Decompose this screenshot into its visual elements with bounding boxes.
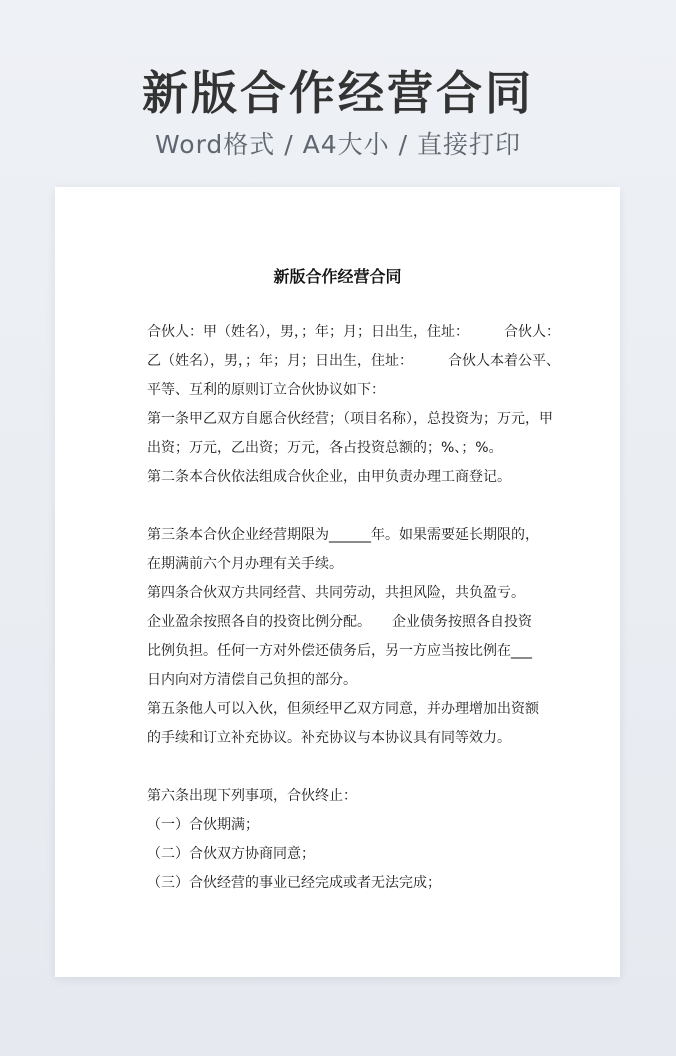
document-line: 平等、互利的原则订立合伙协议如下： <box>147 382 385 398</box>
document-line: 出资；万元，乙出资；万元，各占投资总额的；%、；%。 <box>147 440 503 456</box>
document-title: 新版合作经营合同 <box>273 267 402 286</box>
document-line: （二）合伙双方协商同意； <box>147 846 315 862</box>
document-line: 第五条他人可以入伙，但须经甲乙双方同意，并办理增加出资额 <box>147 701 539 717</box>
document-body <box>147 318 560 898</box>
document-line: 第一条甲乙双方自愿合伙经营；（项目名称），总投资为；万元，甲 <box>147 411 553 427</box>
document-line: 在期满前六个月办理有关手续。 <box>147 556 343 572</box>
document-line: 合伙人：甲（姓名），男，；年；月；日出生，住址： 合伙人： <box>147 324 560 340</box>
blank-line <box>147 753 532 782</box>
document-line: （三）合伙经营的事业已经完成或者无法完成； <box>147 875 441 891</box>
page-subtitle: Word格式 / A4大小 / 直接打印 <box>155 130 521 159</box>
document-line: 第六条出现下列事项，合伙终止： <box>147 788 357 804</box>
blank-line <box>147 492 532 521</box>
document-line: 比例负担。任何一方对外偿还债务后，另一方应当按比例在___ <box>147 643 532 659</box>
document-line: （一）合伙期满； <box>147 817 259 833</box>
document-line: 第四条合伙双方共同经营、共同劳动，共担风险，共负盈亏。 <box>147 585 525 601</box>
document-line: 第三条本合伙企业经营期限为______年。如果需要延长期限的， <box>147 527 539 543</box>
document-line: 日内向对方清偿自己负担的部分。 <box>147 672 357 688</box>
page-title: 新版合作经营合同 <box>142 66 534 120</box>
document-line: 的手续和订立补充协议。补充协议与本协议具有同等效力。 <box>147 730 511 746</box>
document-line: 第二条本合伙依法组成合伙企业，由甲负责办理工商登记。 <box>147 469 511 485</box>
document-line: 乙（姓名），男，；年；月；日出生，住址： 合伙人本着公平、 <box>147 353 560 369</box>
document-line: 企业盈余按照各自的投资比例分配。 企业债务按照各自投资 <box>147 614 532 630</box>
document-page <box>55 187 620 977</box>
header <box>0 62 676 162</box>
